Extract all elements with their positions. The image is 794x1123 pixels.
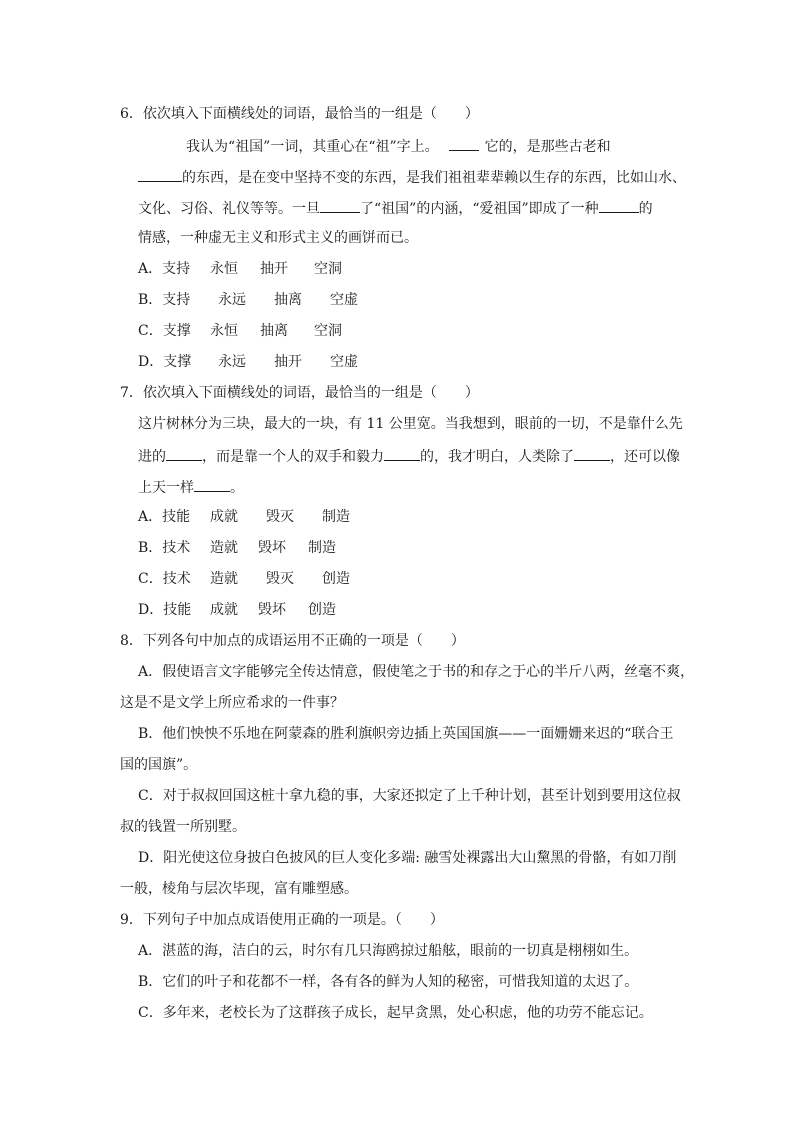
q6-blank-1 [449,136,479,151]
q6-paragraph-line-3 [138,198,653,218]
q6-option-a: A．支持 永恒 抽开 空洞 [138,261,342,277]
q6-text: 它的，是那些古老和 [484,139,611,155]
q6-option-d: D．支撑 永远 抽开 空虚 [138,354,358,370]
q7-text: 进的 [138,449,166,465]
q8-option-a-line-2: 这是不是文学上所应希求的一件事？ [120,695,344,711]
q8-stem: 8．下列各句中加点的成语运用不正确的一项是（ ） [120,633,465,649]
q7-stem: 7．依次填入下面横线处的词语，最恰当的一组是（ ） [120,385,479,401]
q6-blank-3 [320,198,360,213]
q9-option-c: C．多年来，老校长为了这群孩子成长，起早贪黑，处心积虑，他的功劳不能忘记。 [138,1005,653,1021]
q6-text: 的 [638,201,653,217]
q8-option-a-line-1: A．假使语言文字能够完全传达情意，假使笔之于书的和存之于心的半斤八两，丝毫不爽， [138,664,695,680]
q6-text: 文化、习俗、礼仪等等。一旦 [138,201,320,217]
q6-option-c: C．支撑 永恒 抽离 空洞 [138,323,342,339]
q7-option-a: A．技能 成就 毁灭 制造 [138,509,350,525]
q8-option-c-line-1: C．对于叔叔回国这桩十拿九稳的事，大家还拟定了上千种计划，甚至计划到要用这位叔 [138,788,681,804]
q7-text: 上天一样 [138,480,194,496]
q9-option-b: B．它们的叶子和花都不一样，各有各的鲜为人知的秘密，可惜我知道的太迟了。 [138,974,639,990]
q8-option-b-line-1: B．他们怏怏不乐地在阿蒙森的胜利旗帜旁边插上英国国旗——一面姗姗来迟的“联合王 [138,726,674,742]
q7-blank-4 [194,477,230,492]
q9-stem: 9．下列句子中加点成语使用正确的一项是。（ ） [120,912,444,928]
q6-paragraph-line-4: 情感，一种虚无主义和形式主义的画饼而已。 [138,230,418,246]
q8-option-b-line-2: 国的国旗”。 [120,757,198,773]
q7-paragraph-line-1: 这片树林分为三块，最大的一块，有 11 公里宽。当我想到，眼前的一切，不是靠什么先 [138,416,683,432]
q8-option-c-line-2: 叔的钱置一所别墅。 [120,819,246,835]
q7-blank-2 [384,446,420,461]
q6-paragraph-line-1 [186,136,611,156]
q7-paragraph-line-3 [138,477,244,497]
q7-blank-1 [166,446,202,461]
q6-blank-4 [599,198,639,213]
q7-option-c: C．技术 造就 毁灭 创造 [138,571,350,587]
q7-blank-3 [574,446,610,461]
q6-blank-2 [138,167,182,182]
q6-paragraph-line-2 [120,167,686,187]
q6-text: 我认为“祖国”一词，其重心在“祖”字上。 [186,139,439,155]
q6-stem: 6．依次填入下面横线处的词语，最恰当的一组是（ ） [120,106,479,122]
q9-option-a: A．湛蓝的海，洁白的云，时尔有几只海鸥掠过船舷，眼前的一切真是栩栩如生。 [138,943,639,959]
q8-option-d-line-1: D．阳光使这位身披白色披风的巨人变化多端: 融雪处裸露出大山黧黑的骨骼，有如刀削 [138,850,677,866]
q6-text: 的东西，是在变中坚持不变的东西，是我们祖祖辈辈赖以生存的东西，比如山水、 [182,170,686,186]
q7-option-b: B．技术 造就 毁坏 制造 [138,540,336,556]
q7-paragraph-line-2 [138,446,680,466]
q6-option-b: B．支持 永远 抽离 空虚 [138,292,358,308]
q7-option-d: D．技能 成就 毁坏 创造 [138,602,336,618]
q6-text: 了“祖国”的内涵，“爱祖国”即成了一种 [360,201,599,217]
q7-text: ，而是靠一个人的双手和毅力 [202,449,384,465]
q8-option-d-line-2: 一般，棱角与层次毕现，富有雕塑感。 [120,881,358,897]
q7-text: ，还可以像 [610,449,680,465]
q7-text: 。 [230,480,244,496]
q7-text: 的，我才明白，人类除了 [420,449,574,465]
